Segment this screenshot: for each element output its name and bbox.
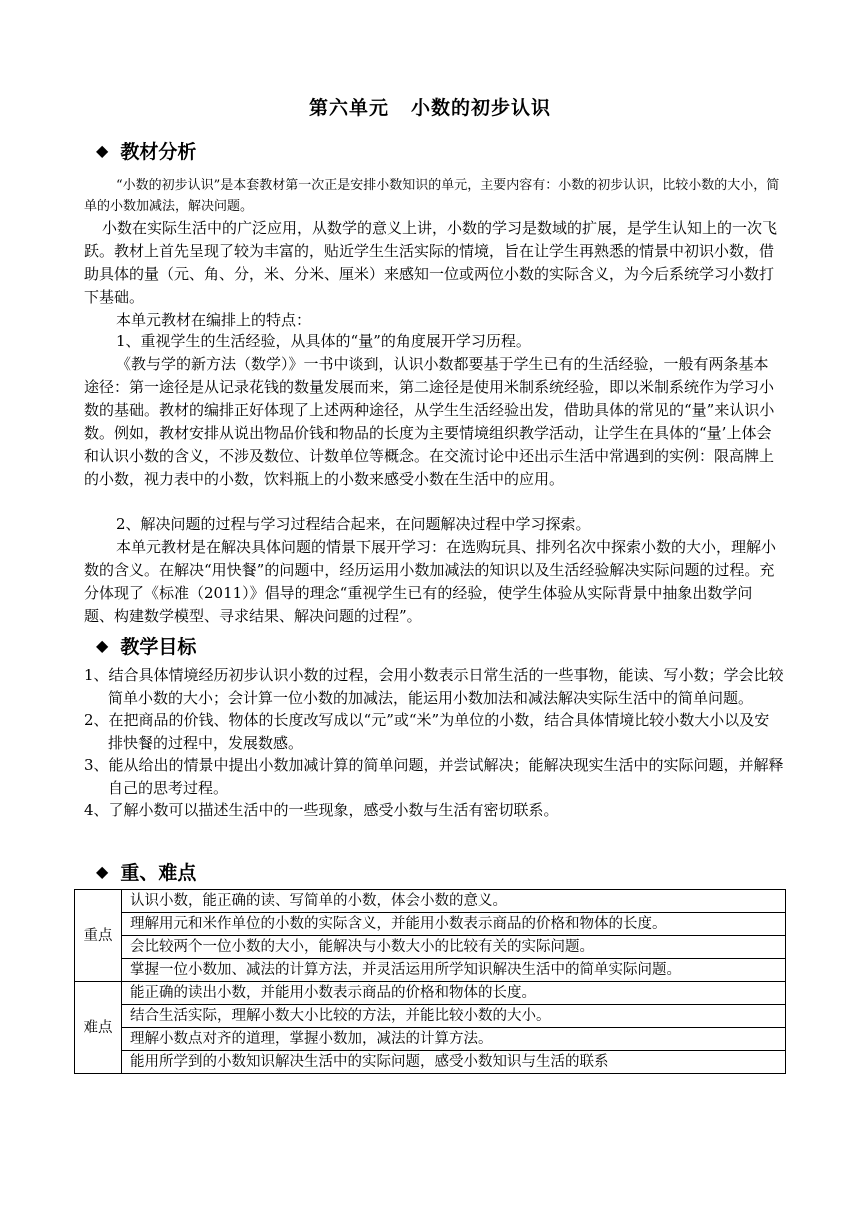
title-topic: 小数的初步认识 (411, 97, 552, 119)
list-item: 3、能从给出的情景中提出小数加减计算的简单问题，并尝试解决；能解决现实生活中的实际问题，并解释自己的思考过程。 (84, 756, 784, 797)
table-cell: 能正确的读出小数，并能用小数表示商品的价格和物体的长度。 (122, 982, 786, 1005)
table-row (75, 913, 786, 936)
section-label: 重、难点 (120, 862, 197, 884)
table-cell: 能用所学到的小数知识解决生活中的实际问题，感受小数知识与生活的联系 (122, 1051, 786, 1074)
row-header-difficult: 难点 (75, 982, 122, 1074)
table-cell: 掌握一位小数加、减法的计算方法，并灵活运用所学知识解决生活中的简单实际问题。 (122, 959, 786, 982)
list-item: 1、结合具体情境经历初步认识小数的过程，会用小数表示日常生活的一些事物，能读、写小数；学会比较简单小数的大小；会计算一位小数的加减法，能运用小数加法和减法解决实际生活中的简单问题。 (84, 666, 784, 707)
table-row (75, 982, 786, 1005)
section-heading-analysis (96, 137, 196, 164)
section-label: 教学目标 (120, 636, 197, 658)
table-row (75, 936, 786, 959)
list-item: 4、了解小数可以描述生活中的一些现象，感受小数与生活有密切联系。 (84, 801, 559, 819)
table-row (75, 890, 786, 913)
paragraph: 1、重视学生的生活经验，从具体的“量”的角度展开学习历程。 (116, 332, 531, 350)
section-heading-key (96, 858, 196, 885)
diamond-bullet-icon: ◆ (96, 141, 109, 160)
paragraph: 小数在实际生活中的广泛应用，从数学的意义上讲，小数的学习是数域的扩展，是学生认知上的一次飞跃。教材上首先呈现了较为丰富的，贴近学生生活实际的情境，旨在让学生再熟悉的情景中初识小数，借助具体的量（元、角、分，米、分米、厘米）来感知一位或两位小数的实际含义，为今后系统学习小数打下基础。 (84, 219, 778, 306)
table-cell: 理解用元和米作单位的小数的实际含义，并能用小数表示商品的价格和物体的长度。 (122, 913, 786, 936)
paragraph: 《教与学的新方法（数学）》一书中谈到，认识小数都要基于学生已有的生活经验，一般有两条基本途径：第一途径是从记录花钱的数量发展而来，第二途径是使用米制系统经验，即以米制系统作为学习小数的基础。教材的编排正好体现了上述两种途径，从学生生活经验出发，借助具体的常见的“量”来认识小数。例如，教材安排从说出物品价钱和物品的长度为主要情境组织教学活动，让学生在具体的“量’上体会和认识小数的含义，不涉及数位、计数单位等概念。在交流讨论中还出示生活中常遇到的实例：限高牌上的小数，视力表中的小数，饮料瓶上的小数来感受小数在生活中的应用。 (84, 355, 775, 488)
diamond-bullet-icon: ◆ (96, 636, 109, 655)
page-title (0, 93, 860, 120)
section-label: 教材分析 (120, 141, 197, 163)
table-row (75, 1028, 786, 1051)
list-item: 2、在把商品的价钱、物体的长度改写成以“元”或“米”为单位的小数，结合具体情境比较小数大小以及安排快餐的过程中，发展数感。 (84, 711, 770, 752)
table-cell: 认识小数，能正确的读、写简单的小数，体会小数的意义。 (122, 890, 786, 913)
key-points-table (74, 889, 786, 1074)
paragraph: “小数的初步认识”是本套教材第一次正是安排小数知识的单元，主要内容有：小数的初步认识，比较小数的大小，简单的小数加减法，解决问题。 (84, 178, 780, 214)
title-unit: 第六单元 (308, 97, 389, 119)
table-row (75, 959, 786, 982)
table-cell: 理解小数点对齐的道理，掌握小数加，减法的计算方法。 (122, 1028, 786, 1051)
goals-list (84, 664, 784, 822)
diamond-bullet-icon: ◆ (96, 862, 109, 881)
paragraph: 本单元教材在编排上的特点： (116, 311, 312, 329)
table-row (75, 1005, 786, 1028)
paragraph: 本单元教材是在解决具体问题的情景下展开学习：在选购玩具、排列名次中探索小数的大小，理解小数的含义。在解决“用快餐”的问题中，经历运用小数加减法的知识以及生活经验解决实际问题的过程。充分体现了《标准（2011）》倡导的理念“重视学生已有的经验，使学生体验从实际背景中抽象出数学问题、构建数学模型、寻求结果、解决问题的过程”。 (84, 538, 777, 625)
table-cell: 会比较两个一位小数的大小，能解决与小数大小的比较有关的实际问题。 (122, 936, 786, 959)
table-row (75, 1051, 786, 1074)
row-header-key: 重点 (75, 890, 122, 982)
section-heading-goals (96, 632, 196, 659)
paragraph: 2、解决问题的过程与学习过程结合起来，在问题解决过程中学习探索。 (116, 515, 591, 533)
table-cell: 结合生活实际，理解小数大小比较的方法，并能比较小数的大小。 (122, 1005, 786, 1028)
